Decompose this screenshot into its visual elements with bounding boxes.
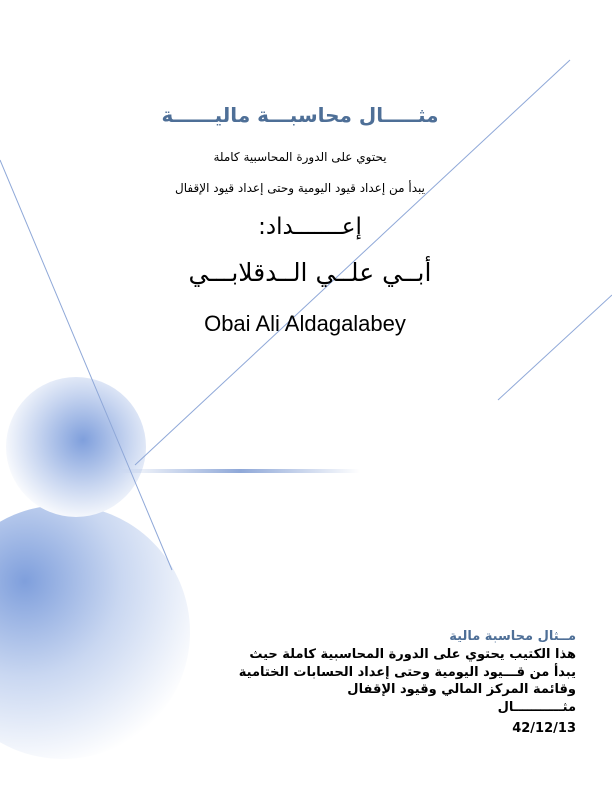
summary-block	[216, 628, 576, 739]
author-name-arabic: أبــي علــي الــدقلابـــي	[188, 258, 432, 287]
summary-line: مثـــــــــــال	[497, 699, 576, 715]
author-name-english: Obai Ali Aldagalabey	[204, 311, 406, 336]
diagonal-line-right	[498, 295, 612, 400]
cover-title: مثـــــال محاسبـــة ماليــــــة	[161, 103, 439, 127]
cover-subtitle-line-2: يبدأ من إعداد قيود اليومية وحتى إعداد قيود الإقفال	[175, 181, 425, 195]
large-orb	[0, 505, 190, 759]
horizontal-light-bar	[120, 469, 360, 473]
summary-line: هذا الكتيب يحتوي على الدورة المحاسبية كاملة حيث	[249, 647, 576, 662]
summary-date: 42/12/13	[512, 721, 576, 736]
summary-title: مــثال محاسبة مالية	[449, 629, 576, 644]
small-orb	[6, 377, 146, 517]
summary-line: يبدأ من قـــيود اليومية وحتى إعداد الحسابات الختامية	[238, 664, 576, 680]
prepared-by-label: إعـــــــداد:	[258, 214, 362, 240]
cover-subtitle-line-1: يحتوي على الدورة المحاسبية كاملة	[213, 150, 387, 164]
summary-line: وقائمة المركز المالي وقيود الإقفال	[347, 682, 576, 697]
